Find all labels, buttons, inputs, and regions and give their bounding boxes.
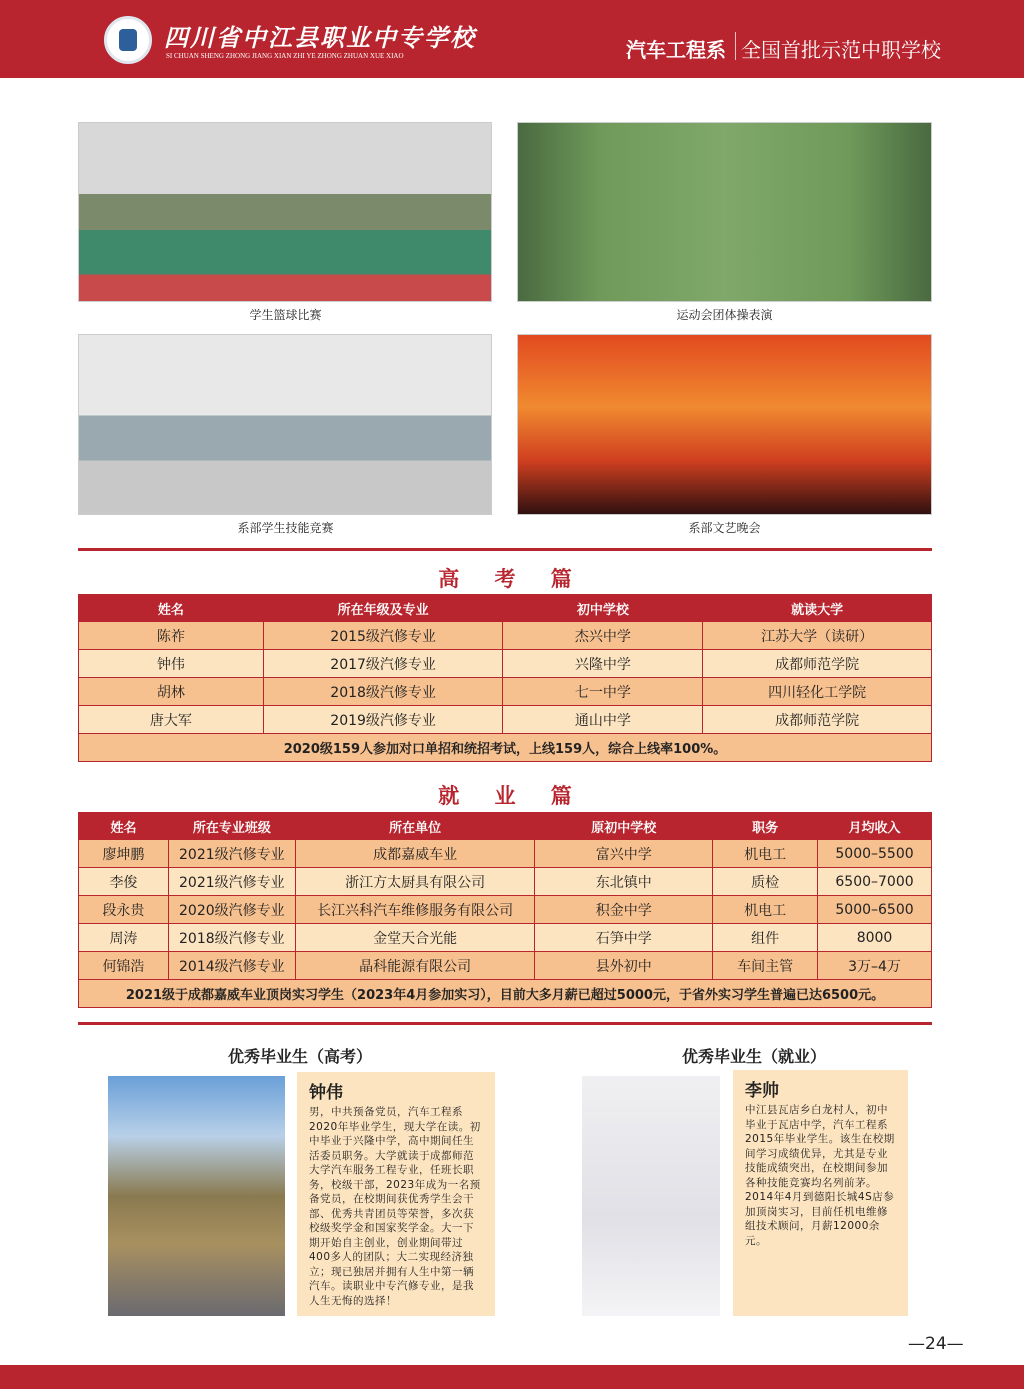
table-cell: 成都师范学院	[703, 650, 932, 678]
col-header: 所在专业班级	[168, 813, 295, 840]
table-cell: 2021级汽修专业	[168, 868, 295, 896]
table-cell: 长江兴科汽车维修服务有限公司	[295, 896, 535, 924]
table-cell: 富兴中学	[535, 840, 713, 868]
graduate-name: 钟伟	[309, 1083, 343, 1103]
table-cell: 积金中学	[535, 896, 713, 924]
photo-gala	[517, 334, 932, 515]
table-cell: 兴隆中学	[503, 650, 703, 678]
graduate-photo	[108, 1076, 285, 1316]
table-cell: 四川轻化工学院	[703, 678, 932, 706]
table-cell: 段永贵	[79, 896, 169, 924]
table-cell: 组件	[713, 924, 818, 952]
table-cell: 唐大军	[79, 706, 264, 734]
table-cell: 七一中学	[503, 678, 703, 706]
photo-gymnastics	[517, 122, 932, 302]
graduate-photo	[582, 1076, 720, 1316]
jiuye-title: 就 业 篇	[438, 784, 586, 808]
photo-skills-contest	[78, 334, 492, 515]
table-cell: 廖坤鹏	[79, 840, 169, 868]
table-cell: 机电工	[713, 840, 818, 868]
table-cell: 周涛	[79, 924, 169, 952]
table-cell: 2015级汽修专业	[263, 622, 503, 650]
table-cell: 2021级汽修专业	[168, 840, 295, 868]
col-header: 就读大学	[703, 595, 932, 622]
table-cell: 质检	[713, 868, 818, 896]
table-cell: 5000–6500	[818, 896, 932, 924]
table-footer: 2021级于成都嘉威车业顶岗实习学生（2023年4月参加实习），目前大多月薪已超过5000元，于省外实习学生普遍已达6500元。	[79, 980, 932, 1008]
table-cell: 东北镇中	[535, 868, 713, 896]
table-cell: 车间主管	[713, 952, 818, 980]
table-row	[79, 678, 932, 706]
table-row	[79, 924, 932, 952]
table-cell: 杰兴中学	[503, 622, 703, 650]
department: 汽车工程系	[626, 38, 726, 62]
col-header: 月均收入	[818, 813, 932, 840]
slogan: 全国首批示范中职学校	[741, 38, 941, 62]
graduate-card	[733, 1070, 908, 1316]
table-cell: 成都嘉威车业	[295, 840, 535, 868]
graduate-bio: 中江县瓦店乡白龙村人，初中毕业于瓦店中学，汽车工程系2015年毕业学生。该生在校期间学习成绩优异，尤其是专业技能成绩突出，在校期间参加各种技能竞赛均名列前茅。2014年4月到德阳长城4S店参加顶岗实习，目前任机电维修组技术顾问，月薪12000余元。	[745, 1104, 895, 1247]
table-row	[79, 622, 932, 650]
table-cell: 李俊	[79, 868, 169, 896]
table-cell: 6500–7000	[818, 868, 932, 896]
gaokao-table	[78, 594, 932, 762]
graduate-name: 李帅	[745, 1081, 779, 1101]
table-row	[79, 650, 932, 678]
table-row	[79, 896, 932, 924]
table-cell: 钟伟	[79, 650, 264, 678]
graduate-card	[297, 1072, 495, 1316]
school-logo-icon	[104, 16, 152, 64]
col-header: 职务	[713, 813, 818, 840]
graduate-bio: 男，中共预备党员，汽车工程系2020年毕业学生，现大学在读。初中毕业于兴隆中学，高中期间任生活委员职务。大学就读于成都师范大学汽车服务工程专业，任班长职务，校级干部，2023年成为一名预备党员，在校期间获优秀学生会干部、优秀共青团员等荣誉，多次获校级奖学金和国家奖学金。大一下期开始自主创业，创业期间带过400多人的团队；大二实现经济独立；现已独居并拥有人生中第一辆汽车。读职业中专汽修专业，是我人生无悔的选择！	[309, 1106, 481, 1307]
table-cell: 2020级汽修专业	[168, 896, 295, 924]
table-cell: 8000	[818, 924, 932, 952]
jiuye-table	[78, 812, 932, 1008]
table-row	[79, 706, 932, 734]
table-cell: 2017级汽修专业	[263, 650, 503, 678]
table-cell: 机电工	[713, 896, 818, 924]
table-cell: 何锦浩	[79, 952, 169, 980]
col-header: 原初中学校	[535, 813, 713, 840]
graduate-heading: 优秀毕业生（高考）	[227, 1047, 372, 1066]
table-row	[79, 840, 932, 868]
photo-caption: 运动会团体操表演	[676, 308, 773, 322]
col-header: 所在单位	[295, 813, 535, 840]
table-cell: 江苏大学（读研）	[703, 622, 932, 650]
photo-caption: 学生篮球比赛	[249, 308, 322, 322]
col-header: 姓名	[79, 595, 264, 622]
photo-caption: 系部学生技能竞赛	[237, 521, 334, 535]
table-cell: 3万–4万	[818, 952, 932, 980]
table-cell: 2018级汽修专业	[168, 924, 295, 952]
school-name: 四川省中江县职业中专学校	[164, 23, 476, 52]
table-cell: 石笋中学	[535, 924, 713, 952]
gaokao-title: 高 考 篇	[438, 567, 586, 591]
table-cell: 胡林	[79, 678, 264, 706]
page-number: —24—	[908, 1334, 964, 1354]
table-cell: 晶科能源有限公司	[295, 952, 535, 980]
table-footer: 2020级159人参加对口单招和统招考试，上线159人，综合上线率100%。	[79, 734, 932, 762]
table-cell: 浙江方太厨具有限公司	[295, 868, 535, 896]
table-cell: 金堂天合光能	[295, 924, 535, 952]
graduate-heading: 优秀毕业生（就业）	[681, 1047, 826, 1066]
col-header: 姓名	[79, 813, 169, 840]
photo-basketball	[78, 122, 492, 302]
table-cell: 县外初中	[535, 952, 713, 980]
table-row	[79, 868, 932, 896]
table-cell: 5000–5500	[818, 840, 932, 868]
table-cell: 通山中学	[503, 706, 703, 734]
table-cell: 2018级汽修专业	[263, 678, 503, 706]
footer-bar	[0, 1365, 1024, 1389]
photo-caption: 系部文艺晚会	[688, 521, 761, 535]
table-cell: 2019级汽修专业	[263, 706, 503, 734]
table-cell: 陈祚	[79, 622, 264, 650]
table-row	[79, 952, 932, 980]
school-name-en: SI CHUAN SHENG ZHONG JIANG XIAN ZHI YE ZHONG ZHUAN XUE XIAO	[166, 52, 404, 60]
divider	[735, 32, 736, 60]
col-header: 初中学校	[503, 595, 703, 622]
table-cell: 2014级汽修专业	[168, 952, 295, 980]
table-cell: 成都师范学院	[703, 706, 932, 734]
col-header: 所在年级及专业	[263, 595, 503, 622]
section-divider	[78, 1022, 932, 1025]
section-divider	[78, 548, 932, 551]
